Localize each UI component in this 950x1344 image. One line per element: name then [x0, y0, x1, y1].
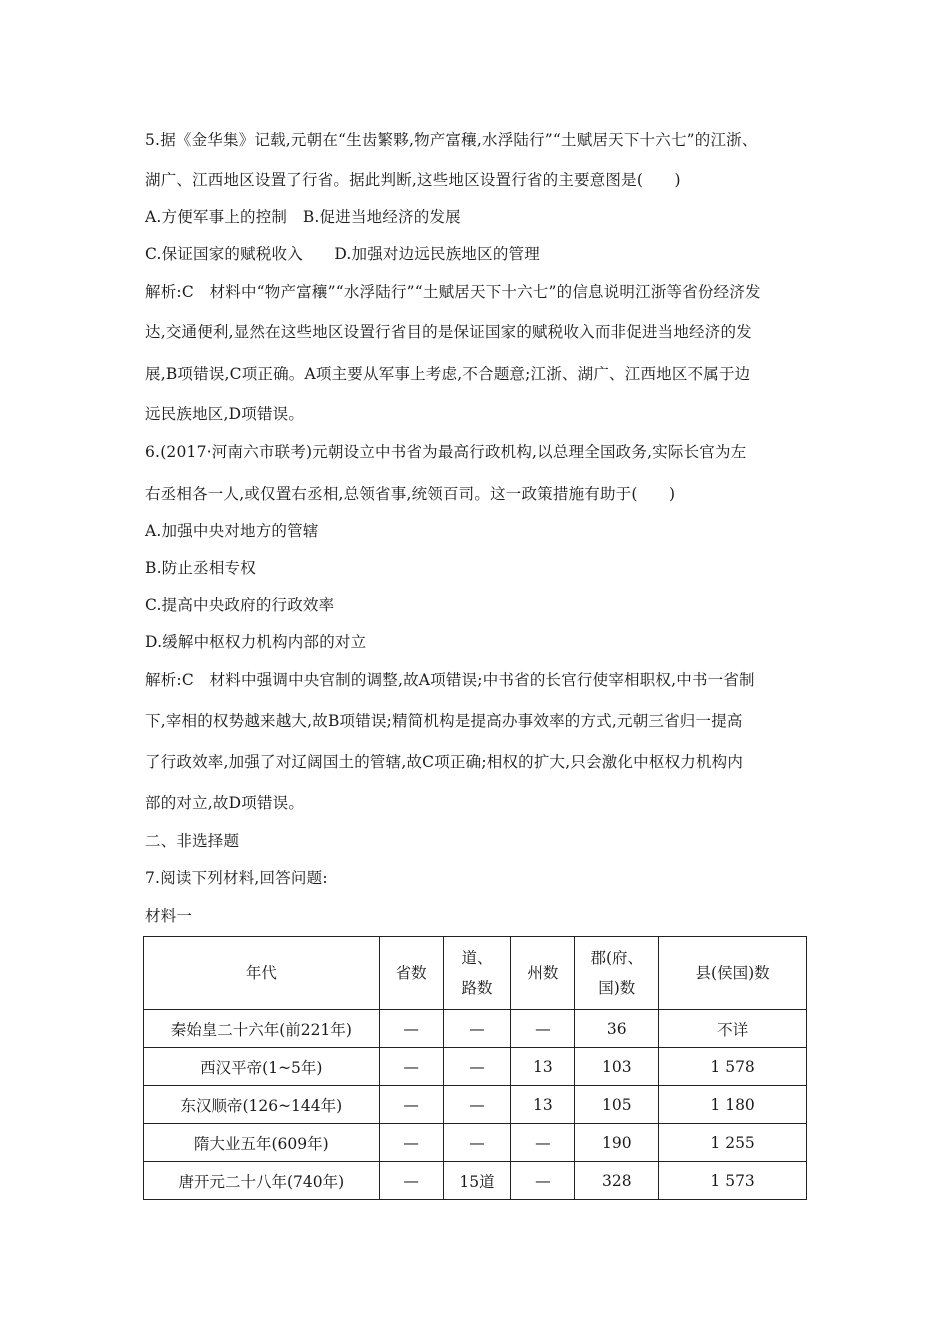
- header-era: 年代: [144, 937, 380, 1010]
- header-province-count: 省数: [379, 937, 443, 1010]
- q7-material-label: 材料一: [145, 907, 193, 925]
- table-cell: 秦始皇二十六年(前221年): [144, 1010, 380, 1048]
- q5-options-cd: C.保证国家的赋税收入 D.加强对边远民族地区的管理: [145, 245, 540, 263]
- q6-analysis-line-1: 解析:C 材料中强调中央官制的调整,故A项错误;中书省的长官行使宰相职权,中书一省制: [145, 671, 755, 689]
- table-row: [144, 1086, 807, 1124]
- q6-stem-line-2: 右丞相各一人,或仅置右丞相,总领省事,统领百司。这一政策措施有助于( ): [145, 485, 676, 503]
- header-commandery-count: 郡(府、 国)数: [575, 937, 659, 1010]
- table-cell: 1 255: [659, 1124, 807, 1162]
- table-cell: 13: [511, 1048, 575, 1086]
- table-cell: —: [379, 1086, 443, 1124]
- table-cell: 328: [575, 1162, 659, 1200]
- section-title: 二、非选择题: [145, 832, 240, 850]
- table-cell: 103: [575, 1048, 659, 1086]
- q7-stem: 7.阅读下列材料,回答问题:: [145, 869, 328, 887]
- table-cell: 西汉平帝(1~5年): [144, 1048, 380, 1086]
- table-cell: 13: [511, 1086, 575, 1124]
- q5-options-ab: A.方便军事上的控制 B.促进当地经济的发展: [145, 208, 461, 226]
- header-circuit-count: 道、 路数: [443, 937, 511, 1010]
- q6-option-a: A.加强中央对地方的管辖: [145, 522, 319, 540]
- table-cell: —: [379, 1048, 443, 1086]
- table-row: [144, 1048, 807, 1086]
- q5-analysis-line-3: 展,B项错误,C项正确。A项主要从军事上考虑,不合题意;江浙、湖广、江西地区不属于边: [145, 365, 751, 383]
- q6-stem-line-1: 6.(2017·河南六市联考)元朝设立中书省为最高行政机构,以总理全国政务,实际长官为左: [145, 443, 747, 461]
- table-cell: 36: [575, 1010, 659, 1048]
- table-cell: —: [511, 1124, 575, 1162]
- table-cell: —: [443, 1010, 511, 1048]
- table-cell: —: [443, 1048, 511, 1086]
- table-cell: 隋大业五年(609年): [144, 1124, 380, 1162]
- q6-analysis-line-2: 下,宰相的权势越来越大,故B项错误;精简机构是提高办事效率的方式,元朝三省归一提高: [145, 712, 743, 730]
- table-cell: —: [511, 1010, 575, 1048]
- table-cell: 1 573: [659, 1162, 807, 1200]
- table-cell: —: [511, 1162, 575, 1200]
- table-cell: 15道: [443, 1162, 511, 1200]
- header-county-count: 县(侯国)数: [659, 937, 807, 1010]
- table-cell: —: [379, 1124, 443, 1162]
- table-cell: 105: [575, 1086, 659, 1124]
- table-cell: —: [443, 1086, 511, 1124]
- table-cell: 1 578: [659, 1048, 807, 1086]
- q6-analysis-line-4: 部的对立,故D项错误。: [145, 794, 305, 812]
- table-row: [144, 1124, 807, 1162]
- table-cell: 190: [575, 1124, 659, 1162]
- table-row: [144, 1162, 807, 1200]
- q5-analysis-line-4: 远民族地区,D项错误。: [145, 405, 305, 423]
- q6-analysis-line-3: 了行政效率,加强了对辽阔国土的管辖,故C项正确;相权的扩大,只会激化中枢权力机构内: [145, 753, 744, 771]
- table-row: [144, 1010, 807, 1048]
- table-cell: 不详: [659, 1010, 807, 1048]
- q6-option-b: B.防止丞相专权: [145, 559, 256, 577]
- table-cell: 东汉顺帝(126~144年): [144, 1086, 380, 1124]
- q6-option-d: D.缓解中枢权力机构内部的对立: [145, 633, 367, 651]
- table-cell: 唐开元二十八年(740年): [144, 1162, 380, 1200]
- q5-stem-line-1: 5.据《金华集》记载,元朝在“生齿繁夥,物产富穰,水浮陆行”“土赋居天下十六七”的江浙、: [145, 131, 758, 149]
- q5-stem-line-2: 湖广、江西地区设置了行省。据此判断,这些地区设置行省的主要意图是( ): [145, 171, 681, 189]
- q5-analysis-line-1: 解析:C 材料中“物产富穰”“水浮陆行”“土赋居天下十六七”的信息说明江浙等省份经济发: [145, 283, 761, 301]
- table-cell: 1 180: [659, 1086, 807, 1124]
- material-table: [143, 936, 807, 1200]
- table-cell: —: [379, 1162, 443, 1200]
- table-cell: —: [379, 1010, 443, 1048]
- table-header-row: [144, 937, 807, 1010]
- header-zhou-count: 州数: [511, 937, 575, 1010]
- q6-option-c: C.提高中央政府的行政效率: [145, 596, 335, 614]
- q5-analysis-line-2: 达,交通便利,显然在这些地区设置行省目的是保证国家的赋税收入而非促进当地经济的发: [145, 323, 752, 341]
- table-cell: —: [443, 1124, 511, 1162]
